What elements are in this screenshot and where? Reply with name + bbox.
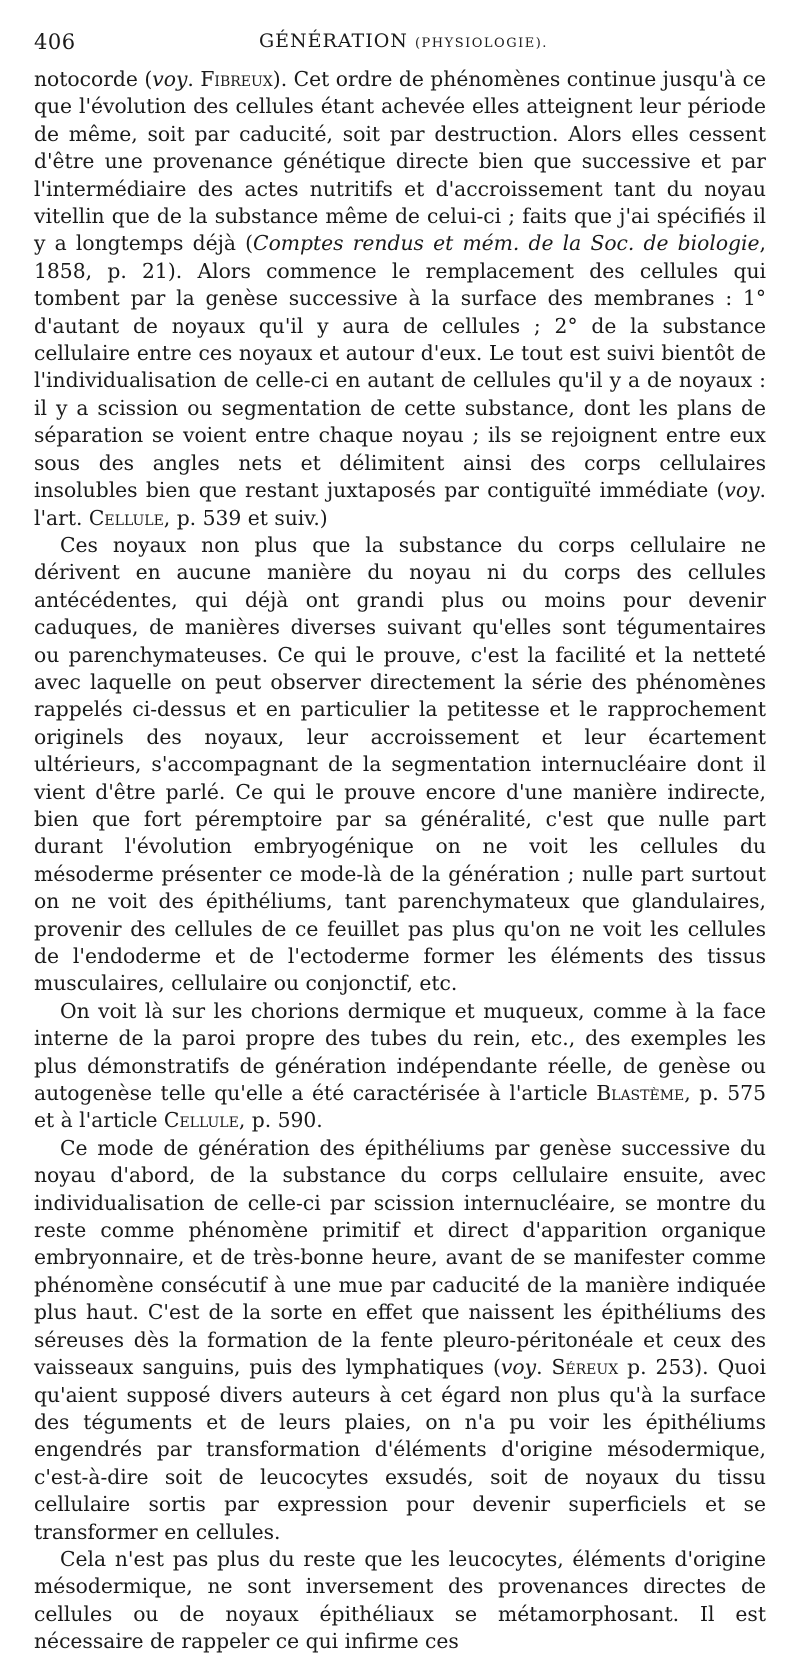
- text-run: . l'art.: [34, 478, 766, 530]
- body-text: [34, 66, 766, 1656]
- text-run: .: [536, 1355, 552, 1380]
- small-caps-text: Cellule: [88, 505, 164, 530]
- text-run: .: [187, 67, 201, 91]
- running-head: [34, 26, 766, 66]
- paragraph: [34, 1546, 766, 1656]
- running-title-subtitle: (PHYSIOLOGIE).: [414, 36, 548, 51]
- page-number: 406: [34, 30, 76, 54]
- paragraph: [34, 1135, 766, 1546]
- small-caps-text: Blastème: [596, 1081, 685, 1106]
- paragraph: [34, 66, 766, 532]
- running-title-main: GÉNÉRATION: [259, 30, 408, 52]
- text-run: ). Cet ordre de phénomènes continue jusqu'à ce que l'évolution des cellules étant achevée elles atteignent leur période de même, soit par caducité, soit par destruction. Alors elles cessent d'être une provenance génétique directe bien que successive et par l'intermédiaire des actes nutritifs et d'accroissement tant du noyau vitellin que de la substance même de celui-ci ; faits que j'ai spécifiés il y a longtemps déjà (: [34, 67, 766, 256]
- text-run: , p. 575 et à l'article: [34, 1081, 766, 1133]
- paragraph: [34, 532, 766, 998]
- text-run: Ces noyaux non plus que la substance du corps cellulaire ne dérivent en aucune manière du noyau ni du corps des cellules antécédentes, qui déjà ont grandi plus ou moins pour devenir caduques, de manières diverses suivant qu'elles sont tégumentaires ou parenchymateuses. Ce qui le prouve, c'est la facilité et la netteté avec laquelle on peut observer directement la série des phénomènes rappelés ci-dessus et en particulier la petitesse et le rapprochement originels des noyaux, leur accroissement et leur écartement ultérieurs, s'accompagnant de la segmentation internucléaire dont il vient d'être parlé. Ce qui le prouve encore d'une manière indirecte, bien que fort péremptoire par sa généralité, c'est que nulle part durant l'évolution embryogénique on ne voit les cellules du mésoderme présenter ce mode-là de la génération ; nulle part surtout on ne voit des épithéliums, tant parenchymateux que glandulaires, provenir des cellules de ce feuillet pas plus qu'on ne voit les cellules de l'endoderme et de l'ectoderme former les éléments des tissus musculaires, cellulaire ou conjonctif, etc.: [34, 532, 766, 996]
- italic-text: voy: [500, 1355, 537, 1380]
- small-caps-text: Cellule: [163, 1108, 239, 1133]
- text-run: p. 253). Quoi qu'aient supposé divers auteurs à cet égard non plus qu'à la surface des téguments et de leurs plaies, on n'a pu voir les épithéliums engendrés par transformation d'éléments d'origine mésodermique, c'est-à-dire soit de leucocytes exsudés, soit de noyaux du tissu cellulaire sortis par expression pour devenir superficiels et se transformer en cellules.: [34, 1355, 766, 1544]
- small-caps-text: Séreux: [551, 1355, 619, 1380]
- italic-text: voy: [724, 478, 760, 503]
- text-run: , p. 590.: [238, 1108, 323, 1133]
- running-title: [259, 30, 548, 52]
- italic-text: voy: [152, 67, 188, 91]
- text-run: On voit là sur les chorions dermique et muqueux, comme à la face interne de la paroi propre des tubes du rein, etc., des exemples les plus démonstratifs de génération indépendante réelle, de genèse ou autogenèse telle qu'elle a été caractérisée à l'article: [34, 998, 766, 1106]
- text-run: notocorde (: [34, 67, 153, 91]
- text-run: , p. 539 et suiv.): [163, 505, 328, 530]
- small-caps-text: Fibreux: [200, 67, 273, 91]
- text-run: Cela n'est pas plus du reste que les leucocytes, éléments d'origine mésodermique, ne sont inversement des provenances directes de cellules ou de noyaux épithéliaux se métamorphosant. Il est nécessaire de rappeler ce qui infirme ces: [34, 1546, 766, 1654]
- text-run: Ce mode de génération des épithéliums par genèse successive du noyau d'abord, de la substance du corps cellulaire ensuite, avec individualisation de celle-ci par scission internucléaire, se montre du reste comme phénomène primitif et direct d'apparition organique embryonnaire, et de très-bonne heure, avant de se manifester comme phénomène consécutif à une mue par caducité de la manière indiquée plus haut. C'est de la sorte en effet que naissent les épithéliums des séreuses dès la formation de la fente pleuro-péritonéale et ceux des vaisseaux sanguins, puis des lymphatiques (: [34, 1135, 766, 1380]
- document-page: [34, 26, 766, 1656]
- text-run: , 1858, p. 21). Alors commence le remplacement des cellules qui tombent par la genèse successive à la surface des membranes : 1° d'autant de noyaux qu'il y aura de cellules ; 2° de la substance cellulaire entre ces noyaux et autour d'eux. Le tout est suivi bientôt de l'individualisation de celle-ci en autant de cellules qu'il y a de noyaux : il y a scission ou segmentation de cette substance, dont les plans de séparation se voient entre chaque noyau ; ils se rejoignent entre eux sous des angles nets et délimitent ainsi des corps cellulaires insolubles bien que restant juxtaposés par contiguïté immédiate (: [34, 231, 766, 503]
- paragraph: [34, 998, 766, 1135]
- italic-text: Comptes rendus et mém. de la Soc. de biologie: [253, 231, 760, 256]
